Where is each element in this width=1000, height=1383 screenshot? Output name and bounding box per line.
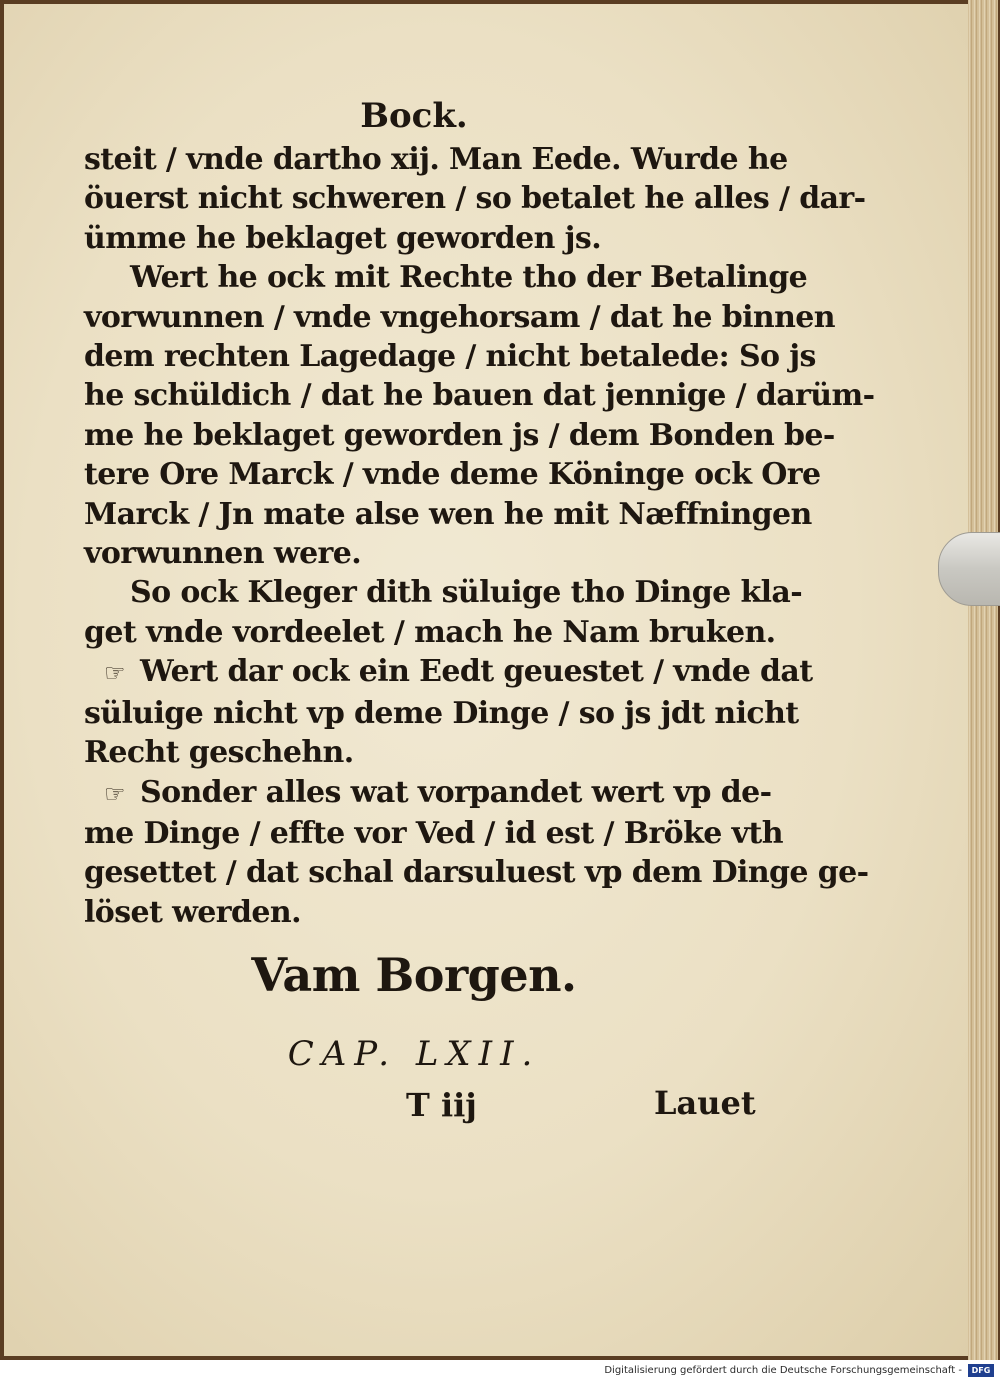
text-line-content: Wert dar ock ein Eedt geuestet / vnde dat	[140, 654, 813, 690]
text-line	[84, 733, 742, 772]
text-line	[84, 258, 808, 297]
section-title: Vam Borgen.	[251, 948, 577, 1002]
text-line-content: dem rechten Lagedage / nicht betalede: So js	[84, 339, 816, 375]
text-line	[84, 455, 821, 494]
signature-mark: T iij	[406, 1086, 477, 1124]
text-line	[84, 694, 799, 733]
text-line-content: get vnde vordeelet / mach he Nam bruken.	[84, 614, 776, 650]
text-line	[84, 219, 742, 258]
text-line-content: Recht geschehn.	[84, 735, 354, 771]
footer-bar	[0, 1360, 1000, 1383]
text-line-content: löset werden.	[84, 894, 301, 930]
text-line	[84, 140, 788, 179]
funding-credit: Digitalisierung gefördert durch die Deutsche Forschungsgemeinschaft -	[604, 1365, 962, 1376]
chapter-number: CAP. LXII.	[287, 1034, 541, 1074]
text-line	[84, 573, 803, 612]
body-text	[84, 140, 875, 932]
text-line-content: vorwunnen / vnde vngehorsam / dat he binnen	[84, 299, 836, 335]
text-line-content: süluige nicht vp deme Dinge / so js jdt nicht	[84, 695, 799, 731]
text-line-content: Sonder alles wat vorpandet wert vp de-	[140, 774, 772, 810]
text-line-content: steit / vnde dartho xij. Man Eede. Wurde he	[84, 142, 788, 177]
text-line	[84, 534, 742, 573]
text-line	[84, 298, 836, 337]
text-line	[84, 814, 783, 853]
text-line	[84, 853, 869, 892]
text-line-content: gesettet / dat schal darsuluest vp dem Dinge ge-	[84, 855, 869, 891]
text-line-content: vorwunnen were.	[84, 536, 362, 572]
text-line	[84, 652, 813, 693]
text-line-content: tere Ore Marck / vnde deme Köninge ock Ore	[84, 457, 821, 493]
catchword: Lauet	[654, 1084, 756, 1122]
text-line-content: he schüldich / dat he bauen dat jennige / darüm-	[84, 378, 875, 414]
pointing-hand-icon: ☞	[104, 659, 125, 688]
text-line-content: ümme he beklaget geworden js.	[84, 220, 602, 256]
text-line	[84, 337, 816, 376]
text-line-content: So ock Kleger dith süluige tho Dinge kla-	[130, 575, 803, 611]
text-line	[84, 416, 835, 455]
text-line	[84, 495, 812, 534]
text-line	[84, 893, 742, 932]
page-edge-stack	[968, 0, 998, 1360]
running-header: Bock.	[360, 96, 468, 136]
book-clasp	[938, 532, 1000, 606]
text-line-content: me he beklaget geworden js / dem Bonden be-	[84, 417, 835, 453]
pointing-hand-icon: ☞	[104, 779, 125, 808]
text-line-content: me Dinge / effte vor Ved / id est / Bröke vth	[84, 815, 783, 851]
text-line-content: Wert he ock mit Rechte tho der Betalinge	[130, 260, 808, 296]
text-line-content: Marck / Jn mate alse wen he mit Næffningen	[84, 496, 812, 532]
text-line	[84, 179, 866, 218]
book-page	[4, 4, 972, 1356]
text-line	[84, 613, 776, 652]
text-line	[84, 376, 875, 415]
text-line	[84, 773, 772, 814]
dfg-logo-icon[interactable]: DFG	[968, 1364, 994, 1377]
text-line-content: öuerst nicht schweren / so betalet he alles / dar-	[84, 181, 866, 217]
